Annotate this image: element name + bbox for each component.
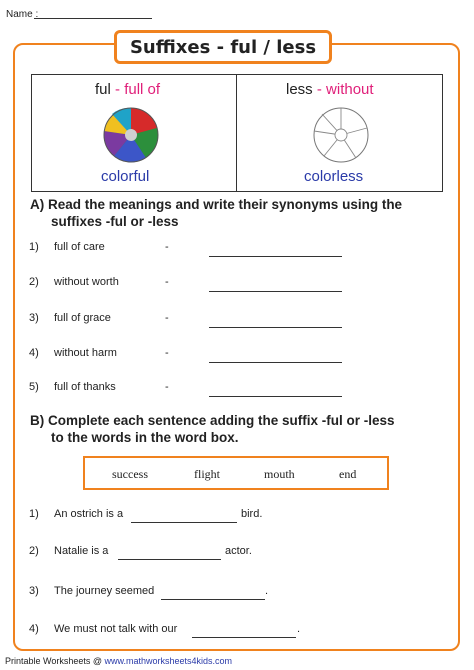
- section-b-title: B) Complete each sentence adding the suffix -ful or -less: [30, 413, 395, 428]
- word-box-item: mouth: [264, 467, 295, 481]
- sentence-text: .: [265, 585, 269, 597]
- colorless-ball-icon: [312, 106, 370, 164]
- word-box-item: end: [339, 467, 357, 481]
- section-a-title: A) Read the meanings and write their synonyms using the: [30, 197, 403, 212]
- question-text: without harm: [54, 347, 117, 359]
- blank-line[interactable]: [131, 522, 237, 523]
- worksheet-title: Suffixes - ful / less: [114, 30, 332, 64]
- dash: -: [165, 347, 169, 359]
- blank-line[interactable]: [192, 637, 296, 638]
- sentence-text: Natalie is a: [54, 545, 109, 557]
- question-number: 4): [29, 347, 39, 359]
- sentence-text: The journey seemed: [54, 585, 155, 597]
- example-table: [31, 74, 443, 192]
- sentence-text: We must not talk with our: [54, 623, 178, 635]
- section-b-title-line2: to the words in the word box.: [51, 430, 239, 445]
- answer-line[interactable]: [209, 396, 342, 397]
- sentence-text: bird.: [241, 508, 263, 520]
- sentence-number: 4): [29, 623, 39, 635]
- dash: -: [165, 241, 169, 253]
- word-box-item: success: [112, 467, 148, 481]
- answer-line[interactable]: [209, 291, 342, 292]
- question-text: full of grace: [54, 312, 111, 324]
- answer-line[interactable]: [209, 327, 342, 328]
- dash: -: [165, 276, 169, 288]
- blank-line[interactable]: [161, 599, 265, 600]
- sentence-text: .: [297, 623, 301, 635]
- dash: -: [165, 312, 169, 324]
- example-divider: [236, 74, 237, 192]
- question-text: without worth: [54, 276, 119, 288]
- sentence-number: 1): [29, 508, 39, 520]
- colorless-word: colorless: [304, 168, 364, 185]
- sentence-text: actor.: [225, 545, 252, 557]
- name-field[interactable]: [34, 18, 152, 19]
- ful-heading: ful - full of: [95, 81, 161, 98]
- question-number: 3): [29, 312, 39, 324]
- sentence-number: 3): [29, 585, 39, 597]
- answer-line[interactable]: [209, 362, 342, 363]
- question-number: 2): [29, 276, 39, 288]
- colorful-ball-icon: [102, 106, 160, 164]
- less-heading: less - without: [286, 81, 374, 98]
- word-box-item: flight: [194, 467, 220, 481]
- sentence-text: An ostrich is a: [54, 508, 124, 520]
- dash: -: [165, 381, 169, 393]
- footer-url[interactable]: www.mathworksheets4kids.com: [104, 656, 233, 666]
- blank-line[interactable]: [118, 559, 221, 560]
- section-a-title-line2: suffixes -ful or -less: [51, 214, 179, 229]
- name-label: Name :: [6, 9, 39, 20]
- question-number: 1): [29, 241, 39, 253]
- footer-prefix: Printable Worksheets @: [5, 656, 105, 666]
- sentence-number: 2): [29, 545, 39, 557]
- footer: [5, 656, 232, 666]
- question-text: full of care: [54, 241, 105, 253]
- question-number: 5): [29, 381, 39, 393]
- question-text: full of thanks: [54, 381, 116, 393]
- colorful-word: colorful: [101, 168, 150, 185]
- answer-line[interactable]: [209, 256, 342, 257]
